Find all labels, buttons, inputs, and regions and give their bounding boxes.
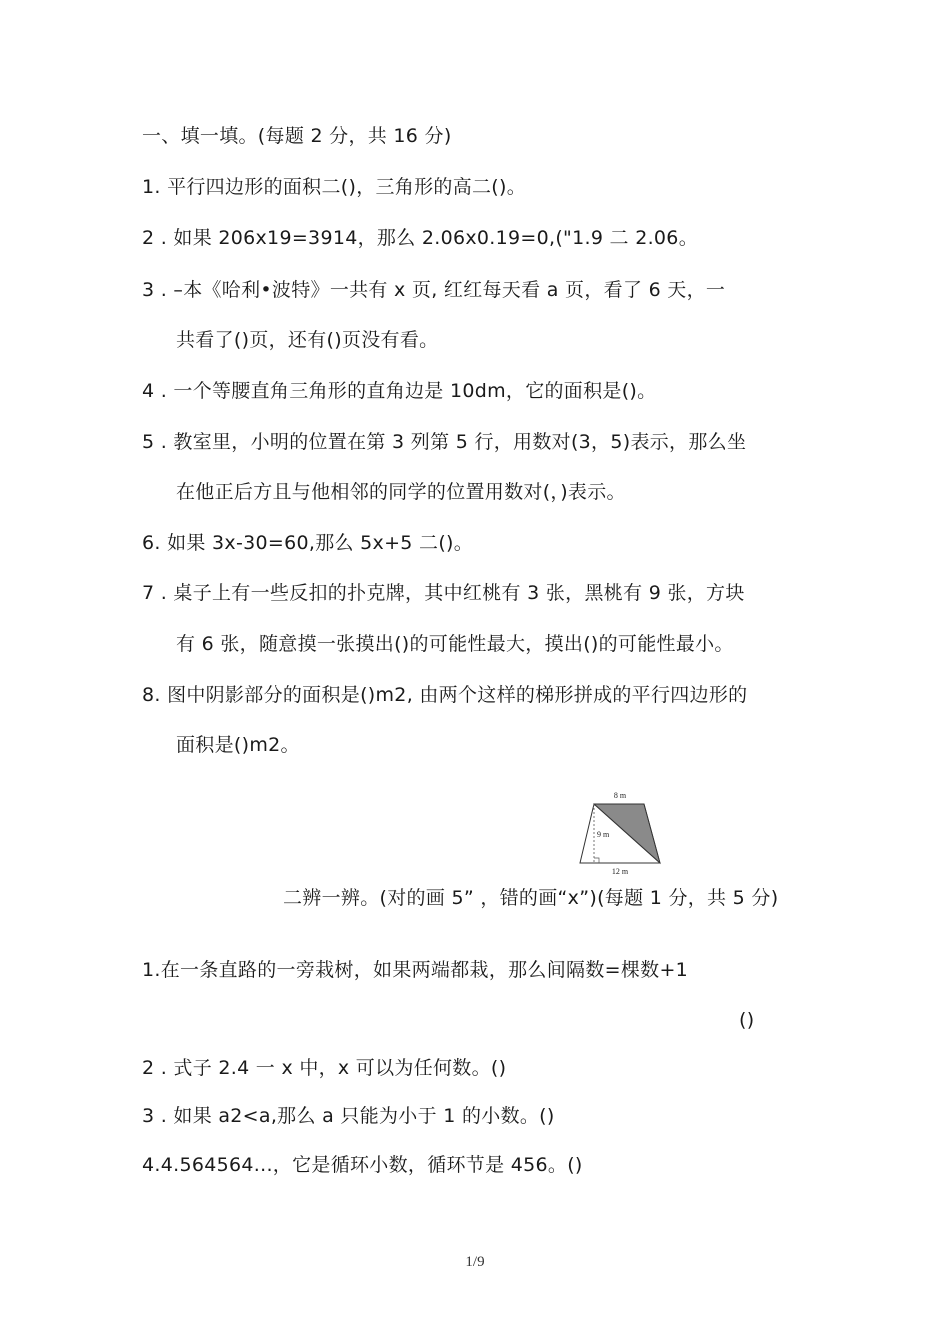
page-number: 1/9	[465, 1254, 485, 1270]
figure-bottom-label: 12 m	[611, 867, 629, 876]
question-7-line-1: 7 . 桌子上有一些反扣的扑克牌，其中红桃有 3 张，黑桃有 9 张，方块	[142, 582, 745, 604]
figure-height-label: 9 m	[597, 830, 610, 839]
right-angle-mark	[594, 858, 599, 863]
question-2: 2 . 如果 206x19=3914，那么 2.06x0.19=0,("1.9 二 2.06。	[142, 227, 698, 249]
question-6: 6. 如果 3x-30=60,那么 5x+5 二()。	[142, 532, 474, 554]
question-7-line-2: 有 6 张，随意摸一张摸出()的可能性最大，摸出()的可能性最小。	[176, 633, 734, 655]
question-5-line-2: 在他正后方且与他相邻的同学的位置用数对(，)表示。	[176, 481, 626, 503]
judgement-2: 2 . 式子 2.4 一 x 中，x 可以为任何数。()	[142, 1057, 507, 1079]
question-3-line-1: 3 . –本《哈利•波特》一共有 x 页, 红红每天看 a 页，看了 6 天，一	[142, 279, 726, 301]
section-title-fill-in: 一、填一填。(每题 2 分，共 16 分)	[142, 125, 452, 147]
judgement-1-answer-blank: ()	[739, 1009, 755, 1031]
figure-top-label: 8 m	[613, 791, 627, 800]
trapezoid-diagram	[574, 788, 670, 880]
question-8-line-2: 面积是()m2。	[176, 734, 300, 756]
question-1: 1. 平行四边形的面积二()，三角形的高二()。	[142, 176, 527, 198]
judgement-4: 4.4.564564...，它是循环小数，循环节是 456。()	[142, 1154, 583, 1176]
judgement-1: 1.在一条直路的一旁栽树，如果两端都栽，那么间隔数=棵数+1	[142, 959, 689, 981]
question-8-line-1: 8. 图中阴影部分的面积是()m2, 由两个这样的梯形拼成的平行四边形的	[142, 684, 748, 706]
question-4: 4 . 一个等腰直角三角形的直角边是 10dm，它的面积是()。	[142, 380, 657, 402]
section-title-true-false: 二辨一辨。(对的画 5” ，错的画“x”)(每题 1 分，共 5 分)	[283, 887, 779, 909]
judgement-3: 3 . 如果 a2<a,那么 a 只能为小于 1 的小数。()	[142, 1105, 555, 1127]
trapezoid-figure	[574, 788, 670, 880]
question-5-line-1: 5 . 教室里，小明的位置在第 3 列第 5 行，用数对(3，5)表示，那么坐	[142, 431, 747, 453]
question-3-line-2: 共看了()页，还有()页没有看。	[176, 329, 439, 351]
